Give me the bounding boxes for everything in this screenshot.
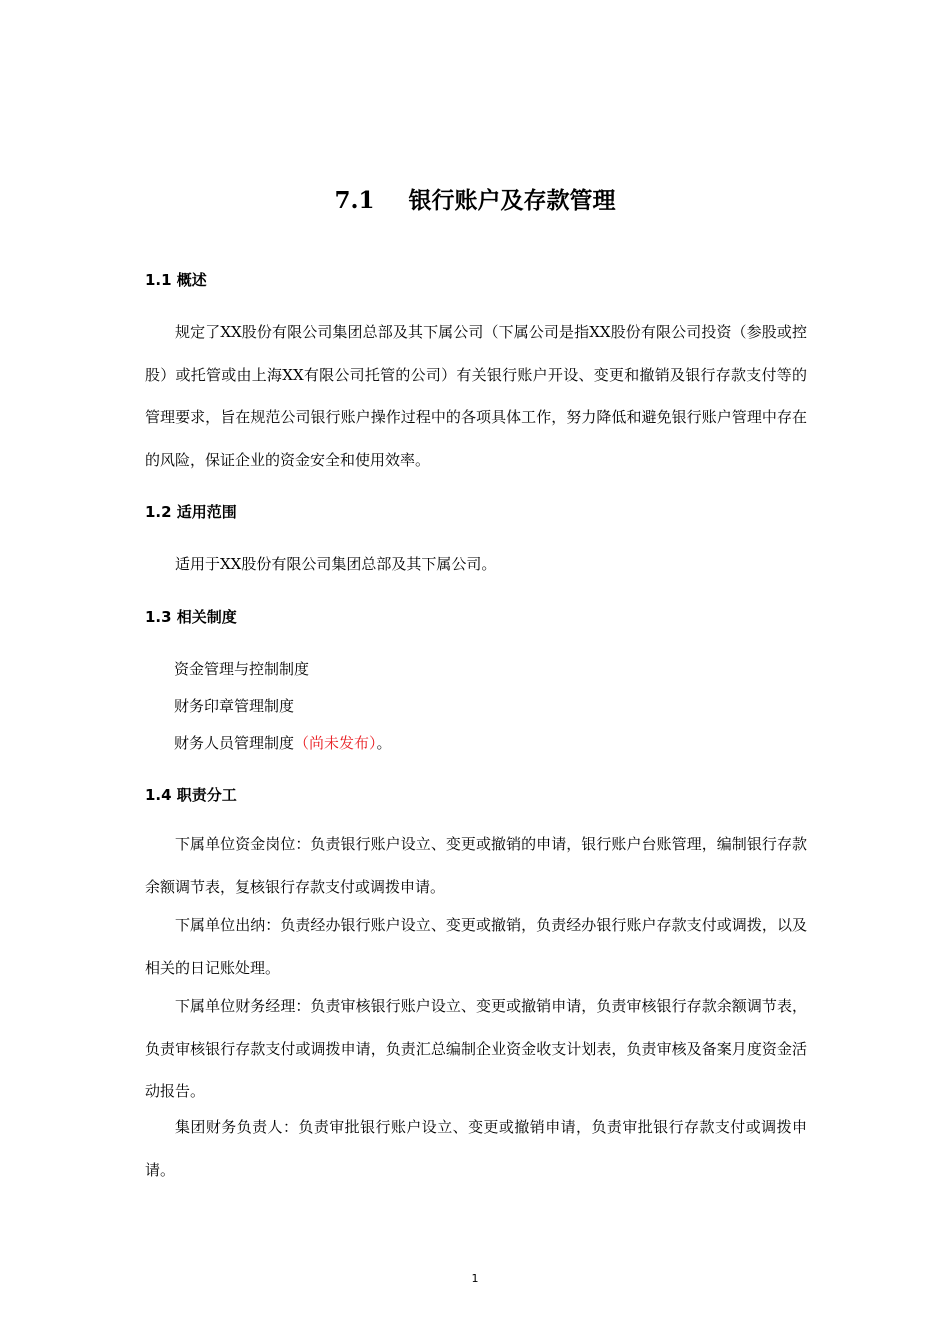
- related-policy-item: 资金管理与控制制度: [174, 660, 310, 678]
- unpublished-note: （尚未发布）: [294, 734, 377, 752]
- responsibility-paragraph: 集团财务负责人：负责审批银行账户设立、变更或撤销申请，负责审批银行存款支付或调拨申请。: [145, 1118, 807, 1179]
- page-number: 1: [471, 1272, 479, 1285]
- responsibility-paragraph: 下属单位出纳：负责经办银行账户设立、变更或撤销，负责经办银行账户存款支付或调拨，以及相关的日记账处理。: [145, 916, 807, 977]
- responsibility-paragraph: 下属单位资金岗位：负责银行账户设立、变更或撤销的申请，银行账户台账管理，编制银行存款余额调节表，复核银行存款支付或调拨申请。: [145, 835, 807, 896]
- title-number: 7.1: [334, 187, 375, 214]
- section-heading-overview: 1.1 概述: [145, 271, 207, 289]
- title-text: 银行账户及存款管理: [408, 187, 616, 214]
- section-heading-related-policies: 1.3 相关制度: [145, 608, 237, 626]
- scope-paragraph: 适用于XX股份有限公司集团总部及其下属公司。: [175, 555, 497, 573]
- section-heading-responsibilities: 1.4 职责分工: [145, 786, 237, 804]
- related-policy-item: 财务印章管理制度: [174, 697, 295, 715]
- page-title: [0, 182, 950, 215]
- section-heading-scope: 1.2 适用范围: [145, 503, 237, 521]
- overview-paragraph: 规定了XX股份有限公司集团总部及其下属公司（下属公司是指XX股份有限公司投资（参股或控股）或托管或由上海XX有限公司托管的公司）有关银行账户开设、变更和撤销及银行存款支付等的管理要求，旨在规范公司银行账户操作过程中的各项具体工作，努力降低和避免银行账户管理中存在的风险，保证企业的资金安全和使用效率。: [145, 323, 807, 469]
- related-policy-item: [174, 732, 392, 753]
- related-policy-item-label: 财务人员管理制度: [174, 734, 295, 752]
- responsibility-paragraph: 下属单位财务经理：负责审核银行账户设立、变更或撤销申请，负责审核银行存款余额调节表，负责审核银行存款支付或调拨申请，负责汇总编制企业资金收支计划表，负责审核及备案月度资金活动报告。: [145, 997, 807, 1100]
- item-end-punctuation: 。: [376, 734, 392, 752]
